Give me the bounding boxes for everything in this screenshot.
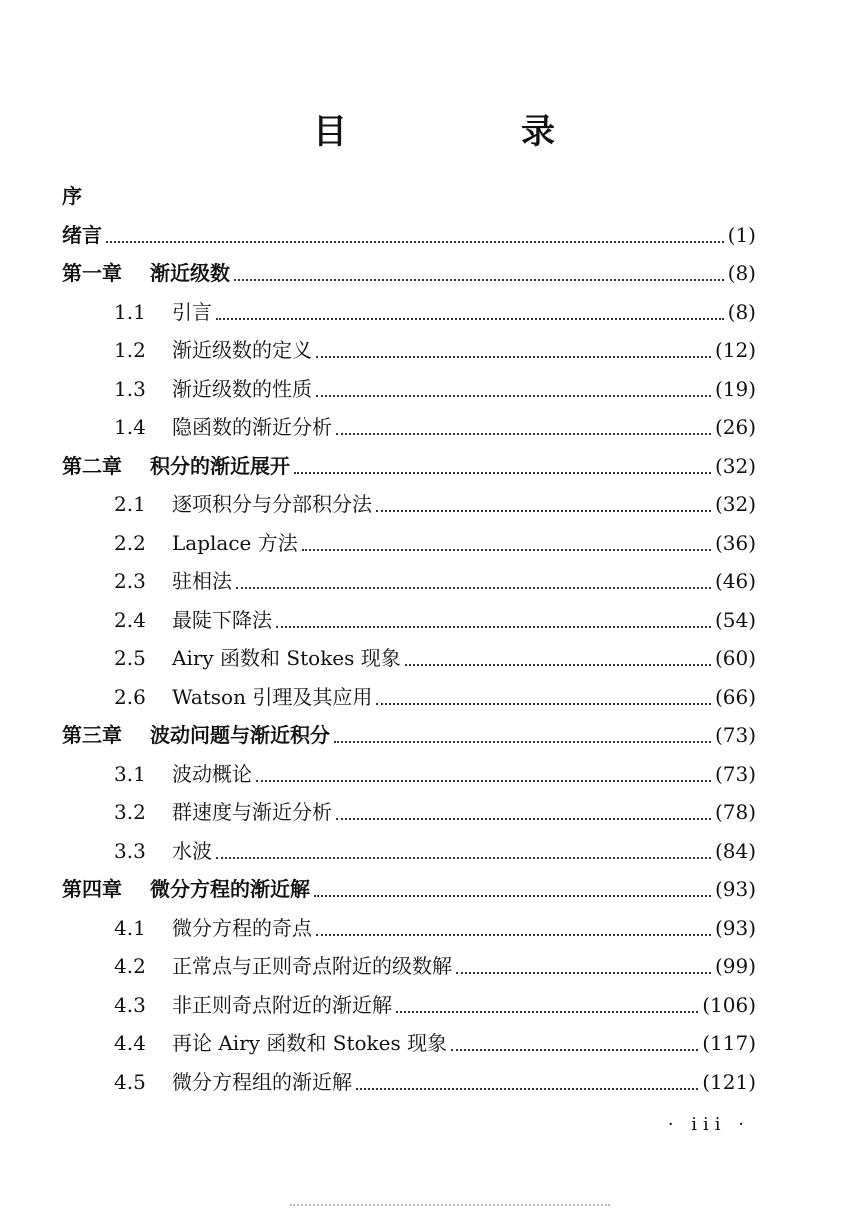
dot-leader	[316, 356, 711, 358]
dot-leader	[396, 1011, 698, 1013]
toc-chapter	[62, 257, 756, 296]
section-page: (66)	[714, 684, 756, 709]
toc-section	[62, 1066, 756, 1105]
section-number: 1.4	[114, 415, 146, 439]
section-page: (93)	[714, 915, 756, 940]
section-page: (73)	[714, 761, 756, 786]
dot-leader	[314, 895, 711, 897]
dot-leader	[376, 510, 711, 512]
section-title: 群速度与渐近分析	[172, 800, 332, 824]
section-title: Watson 引理及其应用	[172, 684, 373, 709]
section-page: (84)	[714, 838, 756, 863]
dot-leader	[456, 972, 711, 974]
dot-leader	[356, 1088, 698, 1090]
section-page: (60)	[714, 646, 756, 670]
section-page: (78)	[714, 800, 756, 824]
section-page: (54)	[714, 607, 756, 632]
toc-intro	[62, 219, 756, 258]
section-number: 4.1	[114, 915, 146, 940]
dot-leader	[334, 741, 711, 743]
section-title: Laplace 方法	[172, 530, 298, 555]
section-title: 非正则奇点附近的渐近解	[172, 992, 392, 1017]
dot-leader	[302, 549, 711, 551]
dot-leader	[256, 780, 711, 782]
dot-leader	[216, 318, 724, 320]
section-title: 最陡下降法	[172, 607, 272, 632]
section-title: 隐函数的渐近分析	[172, 415, 332, 439]
dot-leader	[276, 626, 711, 628]
section-number: 2.2	[114, 530, 146, 555]
section-page: (106)	[702, 992, 756, 1017]
section-title: 逐项积分与分部积分法	[172, 492, 372, 516]
dot-leader	[316, 934, 711, 936]
section-title: 波动概论	[172, 761, 252, 786]
section-page: (99)	[714, 954, 756, 978]
dot-leader	[294, 472, 711, 474]
chapter-title: 渐近级数	[150, 261, 230, 285]
toc-section	[62, 604, 756, 643]
section-number: 4.3	[114, 992, 146, 1017]
chapter-label: 第二章	[62, 453, 122, 478]
chapter-page: (8)	[727, 261, 756, 285]
section-number: 1.1	[114, 299, 146, 324]
chapter-label: 第四章	[62, 877, 122, 901]
section-number: 1.3	[114, 376, 146, 401]
chapter-label: 第一章	[62, 261, 122, 285]
toc-section	[62, 373, 756, 412]
dot-leader	[451, 1049, 698, 1051]
toc-section	[62, 681, 756, 720]
section-title: Airy 函数和 Stokes 现象	[172, 646, 401, 670]
section-page: (8)	[727, 299, 756, 324]
toc-section	[62, 334, 756, 373]
bottom-divider	[290, 1204, 610, 1206]
toc-section	[62, 796, 756, 835]
section-number: 3.1	[114, 761, 146, 786]
section-number: 2.4	[114, 607, 146, 632]
section-page: (12)	[714, 338, 756, 362]
section-page: (117)	[702, 1031, 756, 1055]
section-page: (46)	[714, 569, 756, 593]
dot-leader	[405, 664, 711, 666]
toc-section	[62, 950, 756, 989]
section-page: (36)	[714, 530, 756, 555]
section-title: 驻相法	[172, 569, 232, 593]
chapter-title: 波动问题与渐近积分	[150, 723, 330, 747]
dot-leader	[234, 279, 724, 281]
dot-leader	[236, 587, 711, 589]
dot-leader	[316, 395, 711, 397]
section-number: 2.3	[114, 569, 146, 593]
toc-section	[62, 989, 756, 1028]
dot-leader	[336, 433, 711, 435]
section-number: 4.5	[114, 1069, 146, 1094]
section-number: 3.3	[114, 838, 146, 863]
dot-leader	[106, 241, 724, 243]
section-number: 2.1	[114, 492, 146, 516]
toc-section	[62, 1027, 756, 1066]
dot-leader	[336, 818, 711, 820]
chapter-label: 第三章	[62, 723, 122, 747]
chapter-page: (73)	[714, 723, 756, 747]
toc-section	[62, 488, 756, 527]
chapter-title: 积分的渐近展开	[150, 453, 290, 478]
section-title: 渐近级数的性质	[172, 376, 312, 401]
toc-section	[62, 912, 756, 951]
dot-leader	[216, 857, 711, 859]
toc-section	[62, 835, 756, 874]
page-number: · iii ·	[667, 1114, 750, 1135]
table-of-contents	[62, 180, 756, 1104]
toc-preface-label: 序	[62, 184, 82, 208]
section-number: 4.4	[114, 1031, 146, 1055]
section-number: 2.5	[114, 646, 146, 670]
chapter-page: (93)	[714, 877, 756, 901]
toc-chapter	[62, 719, 756, 758]
section-title: 水波	[172, 838, 212, 863]
section-page: (32)	[714, 492, 756, 516]
chapter-page: (32)	[714, 453, 756, 478]
section-page: (26)	[714, 415, 756, 439]
chapter-title: 微分方程的渐近解	[150, 877, 310, 901]
section-title: 微分方程组的渐近解	[172, 1069, 352, 1094]
section-title: 正常点与正则奇点附近的级数解	[172, 954, 452, 978]
toc-chapter	[62, 450, 756, 489]
page-title: 目 录	[313, 112, 625, 152]
toc-section	[62, 565, 756, 604]
section-number: 2.6	[114, 684, 146, 709]
section-number: 1.2	[114, 338, 146, 362]
toc-section	[62, 527, 756, 566]
toc-preface	[62, 180, 756, 219]
toc-chapter	[62, 873, 756, 912]
toc-intro-page: (1)	[727, 222, 756, 247]
toc-intro-title: 绪言	[62, 222, 102, 247]
section-title: 再论 Airy 函数和 Stokes 现象	[172, 1031, 448, 1055]
section-title: 微分方程的奇点	[172, 915, 312, 940]
toc-section	[62, 411, 756, 450]
toc-section	[62, 296, 756, 335]
section-number: 4.2	[114, 954, 146, 978]
section-page: (19)	[714, 376, 756, 401]
toc-section	[62, 758, 756, 797]
toc-section	[62, 642, 756, 681]
section-page: (121)	[702, 1069, 756, 1094]
section-title: 引言	[172, 299, 212, 324]
dot-leader	[376, 703, 711, 705]
section-number: 3.2	[114, 800, 146, 824]
section-title: 渐近级数的定义	[172, 338, 312, 362]
